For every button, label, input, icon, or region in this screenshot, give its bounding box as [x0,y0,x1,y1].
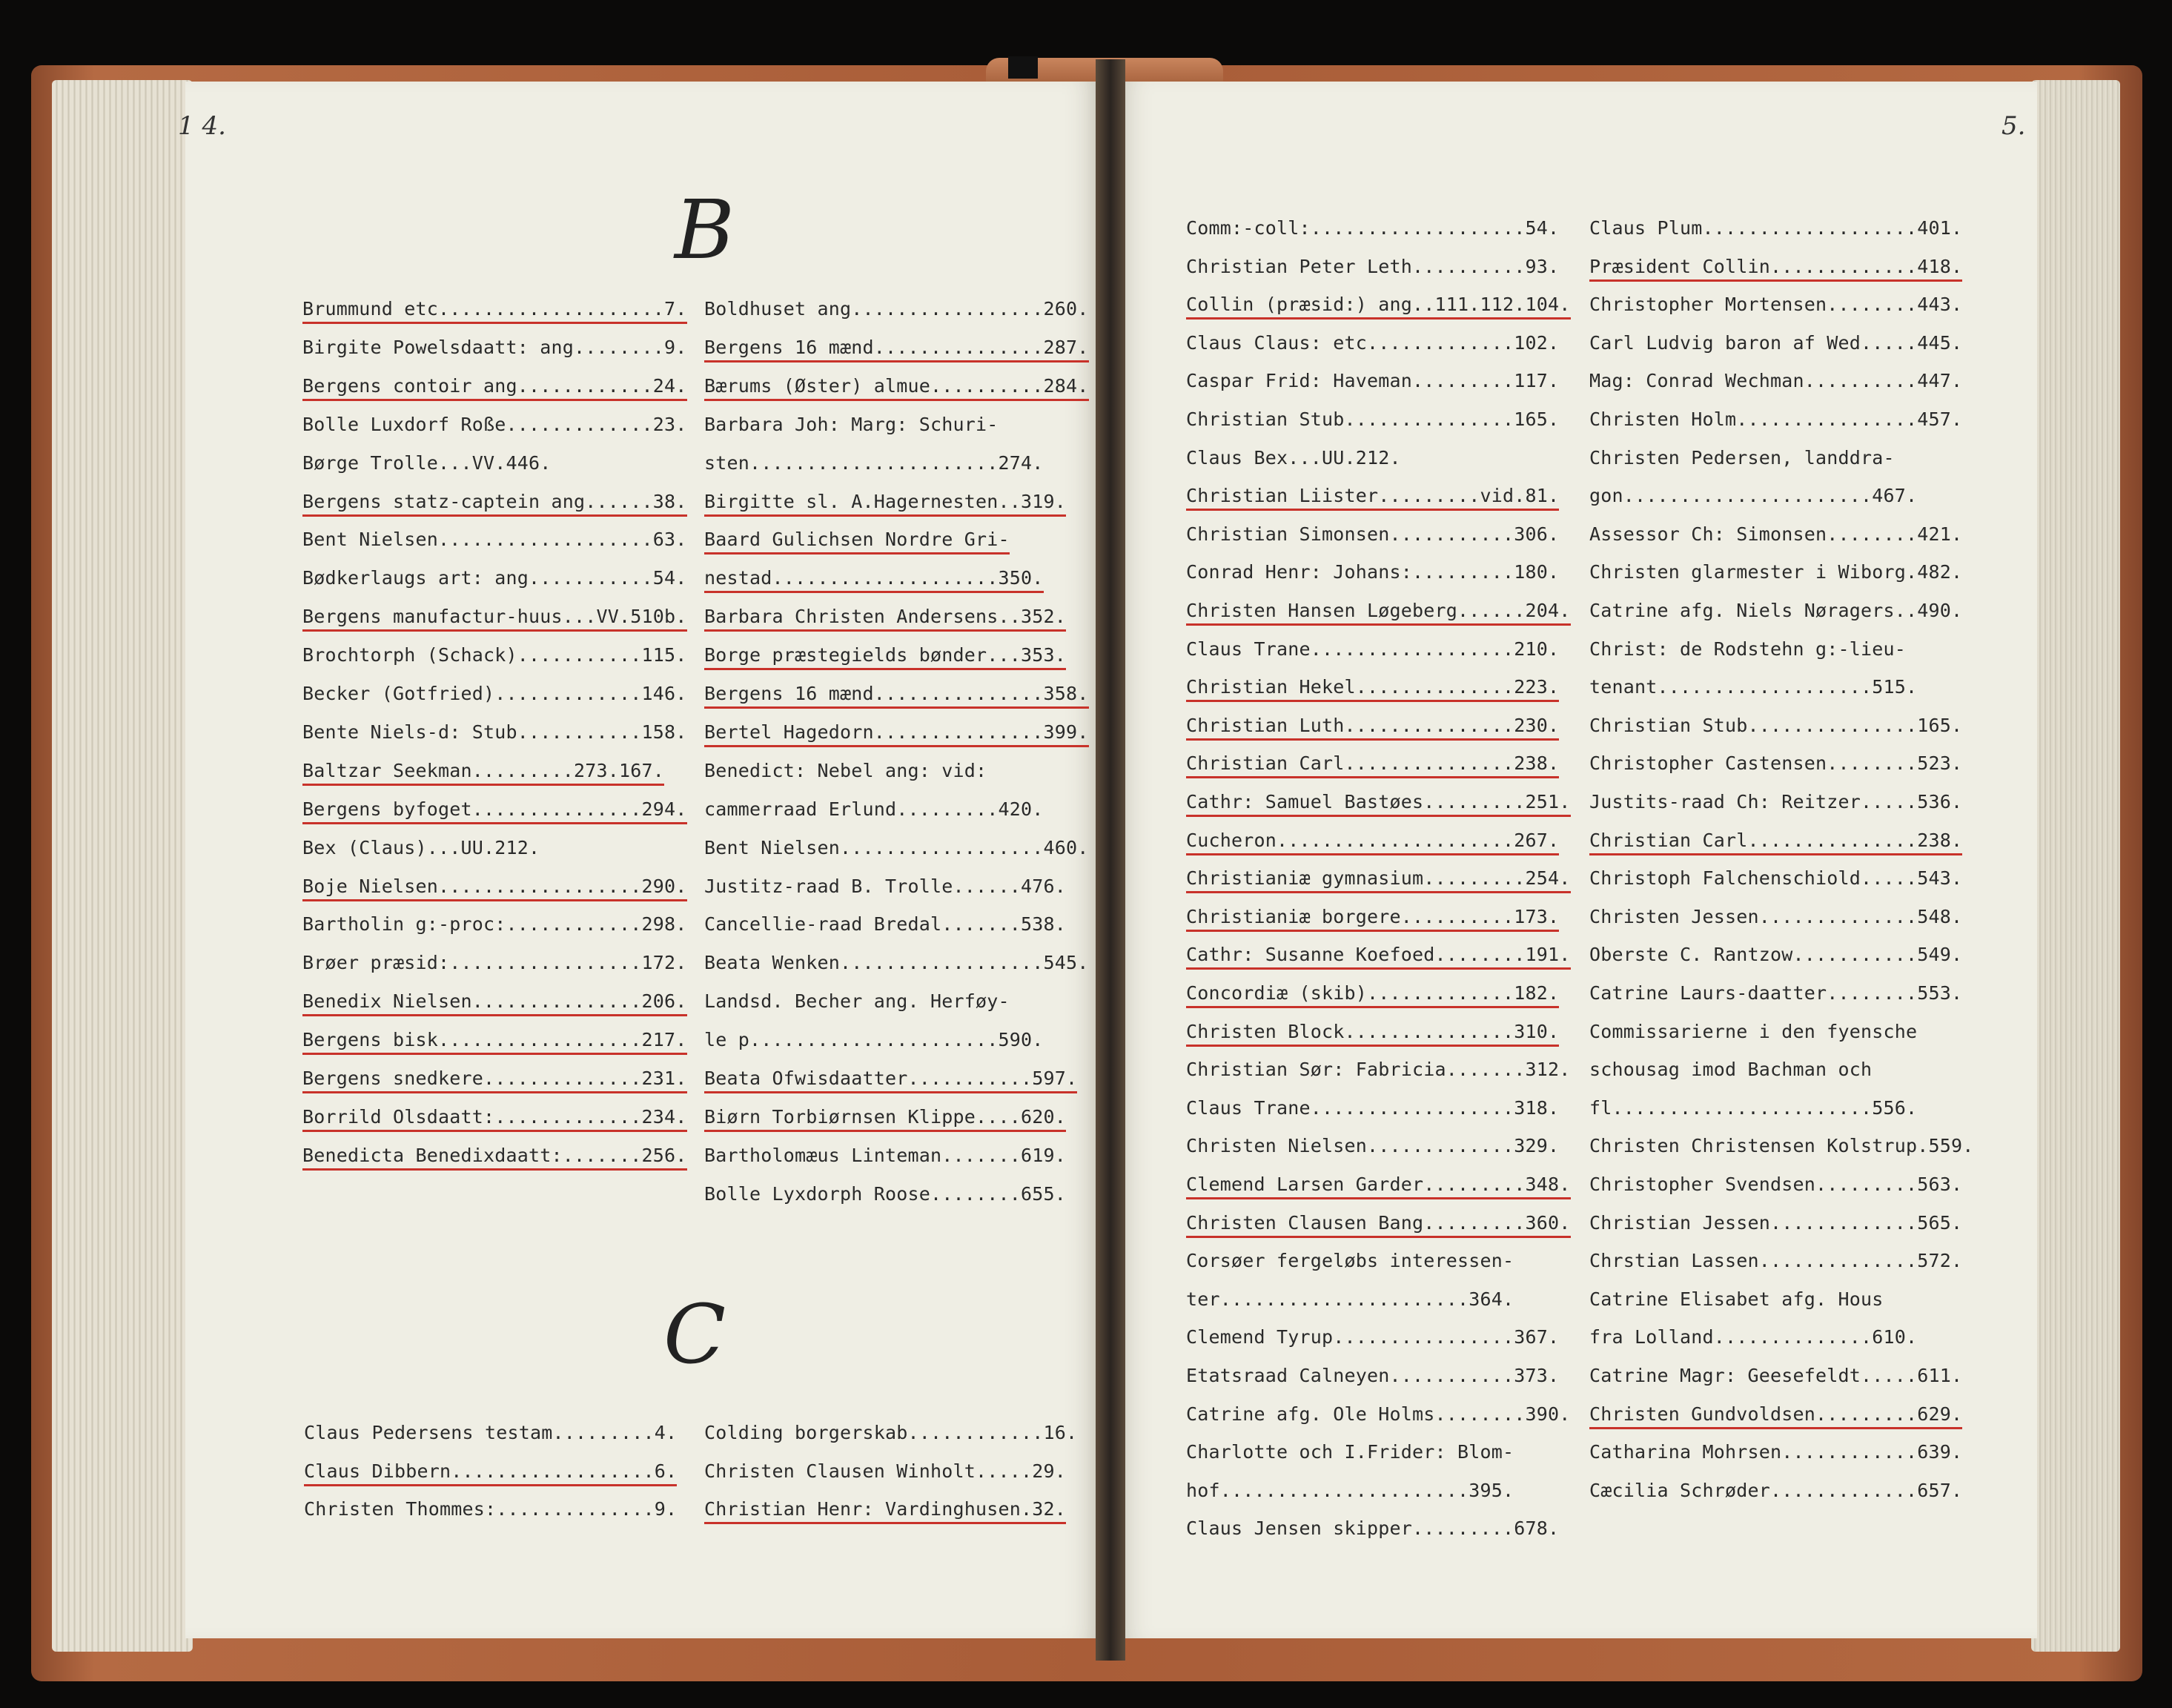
index-entry: Borge præstegields bønder...353. [704,644,1066,670]
left-page-number: 1 4. [178,111,226,141]
index-entry: fl.......................556. [1589,1096,1918,1119]
index-entry: Carl Ludvig baron af Wed.....445. [1589,331,1963,354]
index-entry: Christian Henr: Vardinghusen.32. [704,1498,1066,1524]
index-entry: Conrad Henr: Johans:.........180. [1186,561,1560,583]
index-entry: tenant...................515. [1589,676,1918,698]
index-entry: Christian Carl...............238. [1186,752,1559,778]
index-entry: Christoph Falchenschiold.....543. [1589,867,1963,890]
index-entry: Benedict: Nebel ang: vid: [704,759,987,781]
index-entry: Catrine afg. Niels Nøragers..490. [1589,600,1963,621]
index-entry: Bente Niels-d: Stub...........158. [302,721,687,743]
index-entry: Catrine Elisabet afg. Hous [1589,1288,1884,1310]
index-entry: Justitz-raad B. Trolle......476. [704,875,1067,897]
spine-gap [1008,56,1038,79]
index-entry: Christen Nielsen.............329. [1186,1135,1560,1157]
index-entry: Birgite Powelsdaatt: ang........9. [302,336,687,358]
index-entry: Præsident Collin.............418. [1589,256,1962,282]
index-entry: Catrine Laurs-daatter........553. [1589,982,1963,1004]
index-entry: Bergens contoir ang............24. [302,375,687,401]
index-entry: Baltzar Seekman.........273.167. [302,760,664,786]
index-entry: cammerraad Erlund.........420. [704,798,1044,820]
index-entry: Beata Wenken..................545. [704,952,1089,974]
index-entry: Benedix Nielsen...............206. [302,990,687,1016]
index-entry: Bergens statz-captein ang......38. [302,491,687,517]
index-entry: Christian Hekel..............223. [1186,676,1559,702]
index-entry: Biørn Torbiørnsen Klippe....620. [704,1106,1066,1132]
index-entry: Christen Jessen..............548. [1589,905,1963,927]
index-entry: Landsd. Becher ang. Herføy- [704,990,1010,1013]
index-entry: Cucheron.....................267. [1186,830,1559,855]
index-entry: Barbara Christen Andersens..352. [704,606,1066,632]
section-letter-c: C [663,1287,726,1382]
index-entry: Benedicta Benedixdaatt:.......256. [302,1145,687,1171]
index-entry: hof......................395. [1186,1479,1514,1501]
index-entry: Borrild Olsdaatt:.............234. [302,1106,687,1132]
index-entry: Caspar Frid: Haveman.........117. [1186,370,1560,392]
page-edges-right [2031,80,2120,1652]
index-entry: Bergens bisk..................217. [302,1029,687,1055]
index-entry: Chrstian Lassen..............572. [1589,1250,1963,1272]
index-entry: Cancellie-raad Bredal.......538. [704,913,1067,936]
index-entry: Becker (Gotfried).............146. [302,683,687,704]
index-entry: Cathr: Samuel Bastøes.........251. [1186,791,1571,817]
index-entry: Mag: Conrad Wechman..........447. [1589,370,1963,392]
section-letter-b: B [675,182,735,277]
index-entry: Christen Clausen Winholt.....29. [704,1460,1067,1482]
index-entry: Assessor Ch: Simonsen........421. [1589,523,1963,545]
index-entry: Christian Sør: Fabricia.......312. [1186,1059,1571,1081]
index-entry: Bergens manufactur-huus...VV.510b. [302,606,687,632]
index-entry: Christian Liister.........vid.81. [1186,485,1559,511]
index-entry: Comm:-coll:...................54. [1186,217,1560,239]
index-entry: Claus Jensen skipper.........678. [1186,1517,1560,1540]
index-entry: Brummund etc....................7. [302,298,687,324]
index-entry: Clemend Larsen Garder.........348. [1186,1174,1571,1199]
index-entry: ter......................364. [1186,1288,1514,1310]
index-entry: Claus Trane..................210. [1186,638,1560,660]
index-entry: Christian Stub...............165. [1186,408,1560,430]
index-entry: Christopher Mortensen........443. [1589,294,1963,316]
index-entry: Bex (Claus)...UU.212. [302,836,540,858]
index-entry: Claus Claus: etc.............102. [1186,331,1560,354]
index-entry: Boldhuset ang.................260. [704,298,1089,320]
index-entry: Christian Luth...............230. [1186,715,1559,741]
index-entry: Claus Dibbern..................6. [304,1460,677,1486]
index-entry: Boje Nielsen..................290. [302,875,687,901]
index-entry: Barbara Joh: Marg: Schuri- [704,413,999,435]
index-entry: Christopher Svendsen.........563. [1589,1174,1963,1195]
index-entry: Bergens 16 mænd...............358. [704,683,1089,709]
index-entry: Justits-raad Ch: Reitzer.....536. [1589,791,1963,812]
index-entry: Colding borgerskab............16. [704,1422,1078,1443]
book-gutter [1096,59,1125,1661]
index-entry: Catharina Mohrsen............639. [1589,1441,1963,1463]
index-entry: Claus Pedersens testam.........4. [304,1422,678,1443]
index-entry: Beata Ofwisdaatter...........597. [704,1068,1077,1093]
index-entry: Christian Peter Leth..........93. [1186,255,1560,277]
index-entry: Bent Nielsen...................63. [302,529,687,551]
index-entry: Christen Gundvoldsen.........629. [1589,1403,1962,1429]
index-entry: Bartholin g:-proc:............298. [302,913,687,936]
index-entry: Etatsraad Calneyen...........373. [1186,1365,1560,1386]
index-entry: Bødkerlaugs art: ang...........54. [302,567,687,589]
index-entry: Christian Simonsen...........306. [1186,523,1560,545]
index-entry: Christian Jessen.............565. [1589,1211,1963,1234]
page-edges-left [52,80,193,1652]
index-entry: Christian Stub...............165. [1589,714,1963,736]
index-entry: Brøer præsid:.................172. [302,952,687,974]
index-entry: Claus Trane..................318. [1186,1096,1560,1119]
index-entry: Christopher Castensen........523. [1589,752,1963,775]
index-entry: Christen Hansen Løgeberg......204. [1186,600,1571,626]
index-entry: Bergens snedkere..............231. [302,1068,687,1093]
index-entry: Concordiæ (skib).............182. [1186,982,1559,1008]
index-entry: Bartholomæus Linteman.......619. [704,1144,1067,1166]
index-entry: Christ: de Rodstehn g:-lieu- [1589,638,1907,660]
index-entry: Corsøer fergeløbs interessen- [1186,1250,1514,1272]
index-entry: Clemend Tyrup................367. [1186,1326,1560,1348]
index-entry: Birgitte sl. A.Hagernesten..319. [704,491,1066,517]
index-entry: Catrine afg. Ole Holms........390. [1186,1403,1571,1425]
index-entry: Bolle Luxdorf Roße.............23. [302,413,687,435]
index-entry: Brochtorph (Schack)...........115. [302,644,687,666]
index-entry: Oberste C. Rantzow...........549. [1589,944,1963,966]
index-entry: Cæcilia Schrøder.............657. [1589,1479,1963,1501]
index-entry: Christen Holm................457. [1589,408,1963,430]
index-entry: Cathr: Susanne Koefoed........191. [1186,944,1571,970]
index-entry: le p......................590. [704,1029,1044,1051]
index-entry: Collin (præsid:) ang..111.112.104. [1186,294,1571,320]
index-entry: Catrine Magr: Geesefeldt.....611. [1589,1365,1963,1386]
index-entry: Børge Trolle...VV.446. [302,451,552,474]
index-entry: Bolle Lyxdorph Roose........655. [704,1182,1067,1205]
right-page-number: 5. [2002,111,2026,141]
index-entry: schousag imod Bachman och [1589,1059,1873,1081]
index-entry: Bergens 16 mænd...............287. [704,337,1089,363]
index-entry: Christen Clausen Bang.........360. [1186,1212,1571,1238]
index-entry: Claus Plum...................401. [1589,217,1963,239]
index-entry: Bent Nielsen..................460. [704,836,1089,858]
index-entry: fra Lolland..............610. [1589,1326,1918,1348]
index-entry: Christianiæ gymnasium.........254. [1186,867,1571,893]
index-entry: Christen glarmester i Wiborg.482. [1589,561,1963,583]
index-entry: Bærums (Øster) almue..........284. [704,375,1089,401]
index-entry: Christianiæ borgere..........173. [1186,906,1559,932]
index-entry: Christen Christensen Kolstrup.559. [1589,1135,1974,1157]
index-entry: Christian Carl...............238. [1589,830,1962,855]
index-entry: Christen Block...............310. [1186,1021,1559,1047]
index-entry: Claus Bex...UU.212. [1186,446,1401,469]
index-entry: gon......................467. [1589,485,1918,507]
index-entry: sten......................274. [704,451,1044,474]
index-entry: Christen Pedersen, landdra- [1589,446,1895,469]
index-entry: Baard Gulichsen Nordre Gri- [704,529,1010,555]
index-entry: nestad....................350. [704,567,1044,593]
index-entry: Charlotte och I.Frider: Blom- [1186,1441,1514,1463]
index-entry: Bergens byfoget...............294. [302,798,687,824]
index-entry: Commissarierne i den fyensche [1589,1020,1918,1042]
index-entry: Christen Thommes:..............9. [304,1498,678,1520]
index-entry: Bertel Hagedorn...............399. [704,721,1089,747]
